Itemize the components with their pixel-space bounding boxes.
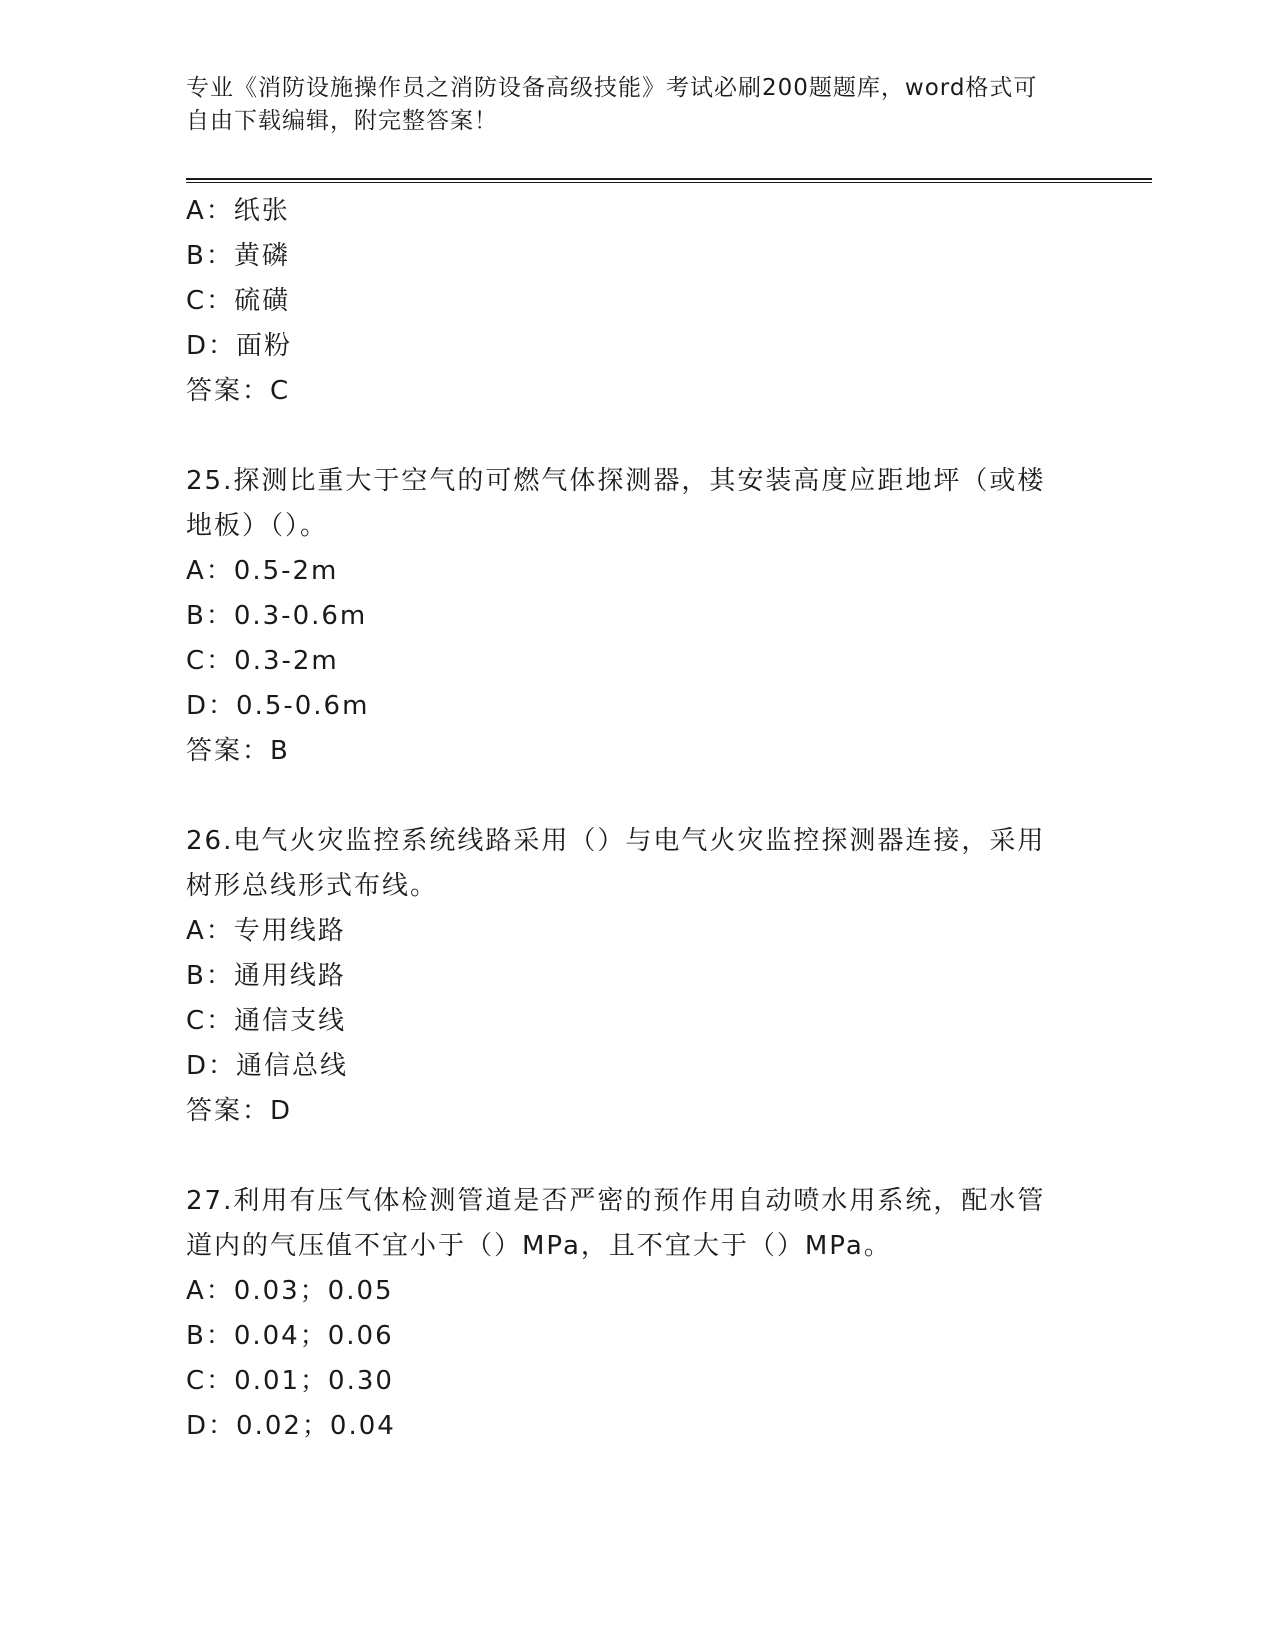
question-text: 25.探测比重大于空气的可燃气体探测器，其安装高度应距地坪（或楼 (186, 466, 1046, 496)
option-c: C：0.3-2m (186, 646, 339, 676)
option-b: B：0.3-0.6m (186, 601, 368, 631)
option-b: B：通用线路 (186, 961, 346, 991)
option-d: D：0.5-0.6m (186, 691, 370, 721)
answer: 答案：C (186, 376, 291, 406)
question-text-continued: 道内的气压值不宜小于（）MPa，且不宜大于（）MPa。 (186, 1231, 892, 1261)
option-d: D：通信总线 (186, 1051, 349, 1081)
option-d: D：面粉 (186, 331, 293, 361)
option-c: C：硫磺 (186, 286, 291, 316)
question-text: 27.利用有压气体检测管道是否严密的预作用自动喷水用系统，配水管 (186, 1186, 1046, 1216)
option-a: A：纸张 (186, 196, 290, 226)
answer: 答案：D (186, 1096, 293, 1126)
option-b: B：黄磷 (186, 241, 290, 271)
option-d: D：0.02；0.04 (186, 1411, 396, 1441)
option-a: A：0.5-2m (186, 556, 339, 586)
option-b: B：0.04；0.06 (186, 1321, 394, 1351)
question-text: 26.电气火灾监控系统线路采用（）与电气火灾监控探测器连接，采用 (186, 826, 1046, 856)
answer: 答案：B (186, 736, 290, 766)
option-c: C：通信支线 (186, 1006, 347, 1036)
header-line-2: 自由下载编辑，附完整答案！ (186, 108, 498, 134)
header-line-1: 专业《消防设施操作员之消防设备高级技能》考试必刷200题题库，word格式可 (186, 75, 1038, 101)
option-c: C：0.01；0.30 (186, 1366, 394, 1396)
option-a: A：专用线路 (186, 916, 346, 946)
question-text-continued: 树形总线形式布线。 (186, 871, 439, 901)
page-header (186, 72, 1066, 138)
option-a: A：0.03；0.05 (186, 1276, 394, 1306)
question-text-continued: 地板）（）。 (186, 511, 329, 541)
header-divider (186, 178, 1152, 183)
